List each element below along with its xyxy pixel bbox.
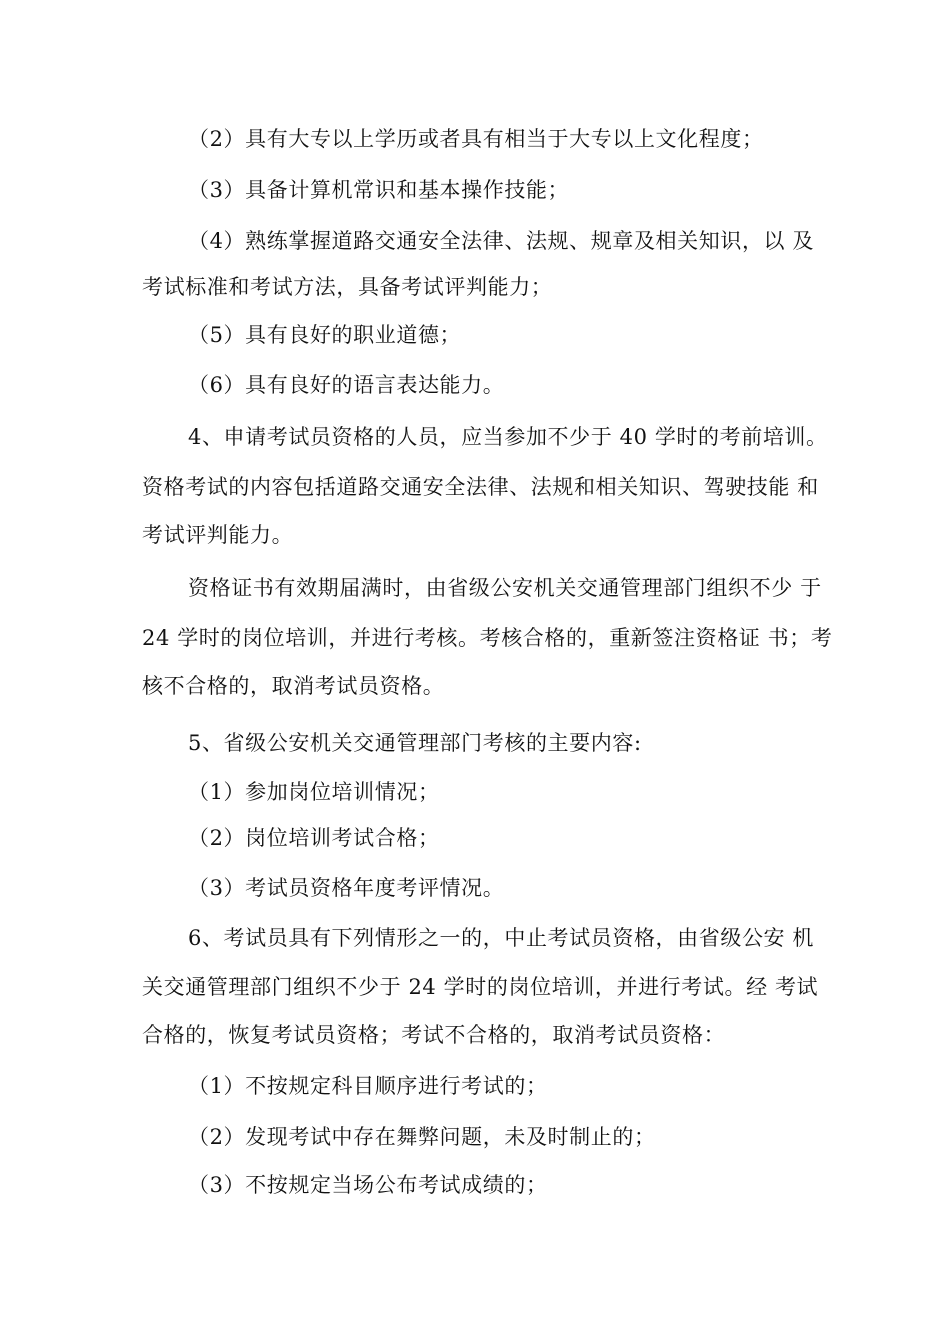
text-line-22: （3）不按规定当场公布考试成绩的； <box>188 1173 548 1197</box>
text-line-5: （5）具有良好的职业道德； <box>188 323 462 347</box>
text-line-19: 合格的，恢复考试员资格；考试不合格的，取消考试员资格： <box>142 1023 726 1047</box>
text-line-14: （1）参加岗位培训情况； <box>188 780 440 804</box>
text-line-4: 考试标准和考试方法，具备考试评判能力； <box>142 275 553 299</box>
text-line-10: 资格证书有效期届满时，由省级公安机关交通管理部门组织不少 于 <box>188 576 822 600</box>
text-line-2: （3）具备计算机常识和基本操作技能； <box>188 178 570 202</box>
text-line-7: 4、申请考试员资格的人员，应当参加不少于 40 学时的考前培训。 <box>188 425 828 449</box>
text-line-16: （3）考试员资格年度考评情况。 <box>188 876 505 900</box>
text-line-6: （6）具有良好的语言表达能力。 <box>188 373 505 397</box>
text-line-11: 24 学时的岗位培训，并进行考核。考核合格的，重新签注资格证 书；考 <box>142 626 833 650</box>
text-line-21: （2）发现考试中存在舞弊问题，未及时制止的； <box>188 1125 656 1149</box>
text-line-8: 资格考试的内容包括道路交通安全法律、法规和相关知识、驾驶技能 和 <box>142 475 819 499</box>
text-line-15: （2）岗位培训考试合格； <box>188 826 440 850</box>
text-line-20: （1）不按规定科目顺序进行考试的； <box>188 1074 548 1098</box>
text-line-13: 5、省级公安机关交通管理部门考核的主要内容: <box>188 731 642 755</box>
text-line-1: （2）具有大专以上学历或者具有相当于大专以上文化程度； <box>188 127 764 151</box>
text-line-12: 核不合格的，取消考试员资格。 <box>142 674 445 698</box>
text-line-3: （4）熟练掌握道路交通安全法律、法规、规章及相关知识，以 及 <box>188 229 815 253</box>
text-line-9: 考试评判能力。 <box>142 523 294 547</box>
text-line-17: 6、考试员具有下列情形之一的，中止考试员资格，由省级公安 机 <box>188 926 815 950</box>
text-line-18: 关交通管理部门组织不少于 24 学时的岗位培训，并进行考试。经 考试 <box>142 975 819 999</box>
